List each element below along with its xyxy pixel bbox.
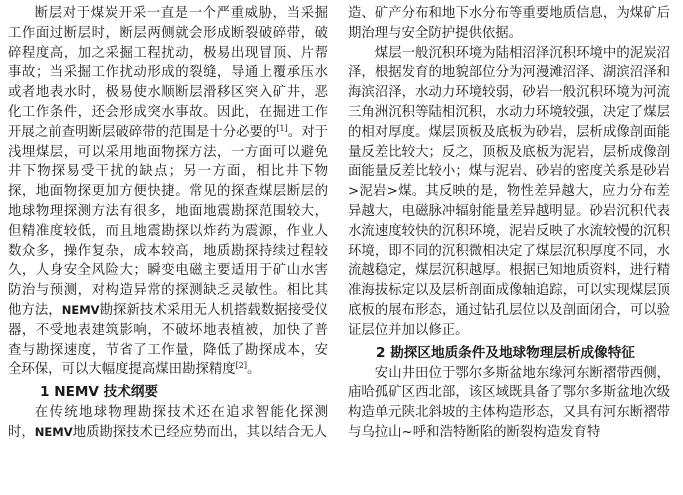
- right-column: [348, 4, 670, 443]
- section-1-paragraph: 在传统地球物理勘探技术还在追求智能化探测时，NEMV地质勘探技术已经应势而出，其以结合无人: [8, 405, 328, 440]
- citation-1: [1]: [276, 123, 288, 133]
- left-column: [8, 4, 328, 443]
- geology-paragraph: 安山井田位于鄂尔多斯盆地东缘河东断褶带西侧，庙哈孤矿区西北部，该区域既具备了鄂尔多斯盆地次级构造单元陕北斜坡的主体构造形态，又具有河东断褶带与乌拉山~呼和浩特断陷的断裂构造发育特: [348, 365, 670, 440]
- section-heading-2: 2 勘探区地质条件及地球物理层析成像特征: [376, 344, 635, 361]
- nemv-term: NEMV: [61, 302, 100, 317]
- intro-paragraph: 断层对于煤炭开采一直是一个严重威胁，当采掘工作面过断层时，断层两侧就会形成断裂破碎带，破碎程度高，加之采掘工程扰动，极易出现冒顶、片帮事故；当采掘工作扰动形成的裂缝，导通上覆承压水或者地表水时，极易使水顺断层滑移区突入矿井，恶化工作条件，还会形成突水事故。因此，在掘进工作开展之前查明断层破碎带的范围是十分必要的[1]。对于浅埋煤层，可以采用地面物探方法，一方面可以避免井下物探易受干扰的缺点；另一方面，相比井下物探，地面物探更加方便快捷。常见的探查煤层断层的地球物理探测方法有很多，地面地震勘探范围较大，但精准度较低，而且地震勘探以炸药为震源，作业人数众多，操作复杂，成本较高，地质勘探持续过程较久，人身安全风险大；瞬变电磁主要适用于矿山水害防治与预测，对构造异常的探测缺乏灵敏性。相比其他方法，NEMV勘探新技术采用无人机搭载数据接受仪器，不受地表建筑影响，不破坏地表植被，加快了普查与勘探速度，节省了工作量，降低了勘探成本，安全环保，可以大幅度提高煤田勘探精度[2]。: [8, 6, 329, 378]
- section-heading-1: 1 NEMV 技术纲要: [40, 384, 159, 401]
- citation-2: [2]: [235, 361, 247, 371]
- sedimentary-paragraph: 煤层一般沉积环境为陆相沼泽沉积环境中的泥炭沼泽，根据发育的地貌部位分为河漫滩沼泽、湖滨沼泽和海滨沼泽，水动力环境较弱，砂岩一般沉积环境为河流三角洲沉积等陆相沉积，水动力环境较强，决定了煤层的相对厚度。煤层顶板及底板为砂岩，层析成像剖面能量反差比较大；反之，顶板及底板为泥岩，层析成像剖面能量反差比较小；煤与泥岩、砂岩的密度关系是砂岩>泥岩>煤。其反映的是，物性差异越大，应力分布差异越大，电磁脉冲辐射能量差异越明显。砂岩沉积代表水流速度较快的沉积环境，泥岩反映了水流较慢的沉积环境，即不同的沉积微相决定了煤层沉积厚度不同，水流越稳定，煤层沉积越厚。根据已知地质资料，进行精准海拔标定以及层析剖面成像轴追踪，可以实现煤层顶底板的展布形态，通过钻孔层位以及剖面闭合，可以验证层位并加以修正。: [348, 45, 670, 338]
- nemv-term: NEMV: [34, 424, 73, 439]
- continued-paragraph: 造、矿产分布和地下水分布等重要地质信息，为煤矿后期治理与安全防护提供依据。: [348, 6, 670, 41]
